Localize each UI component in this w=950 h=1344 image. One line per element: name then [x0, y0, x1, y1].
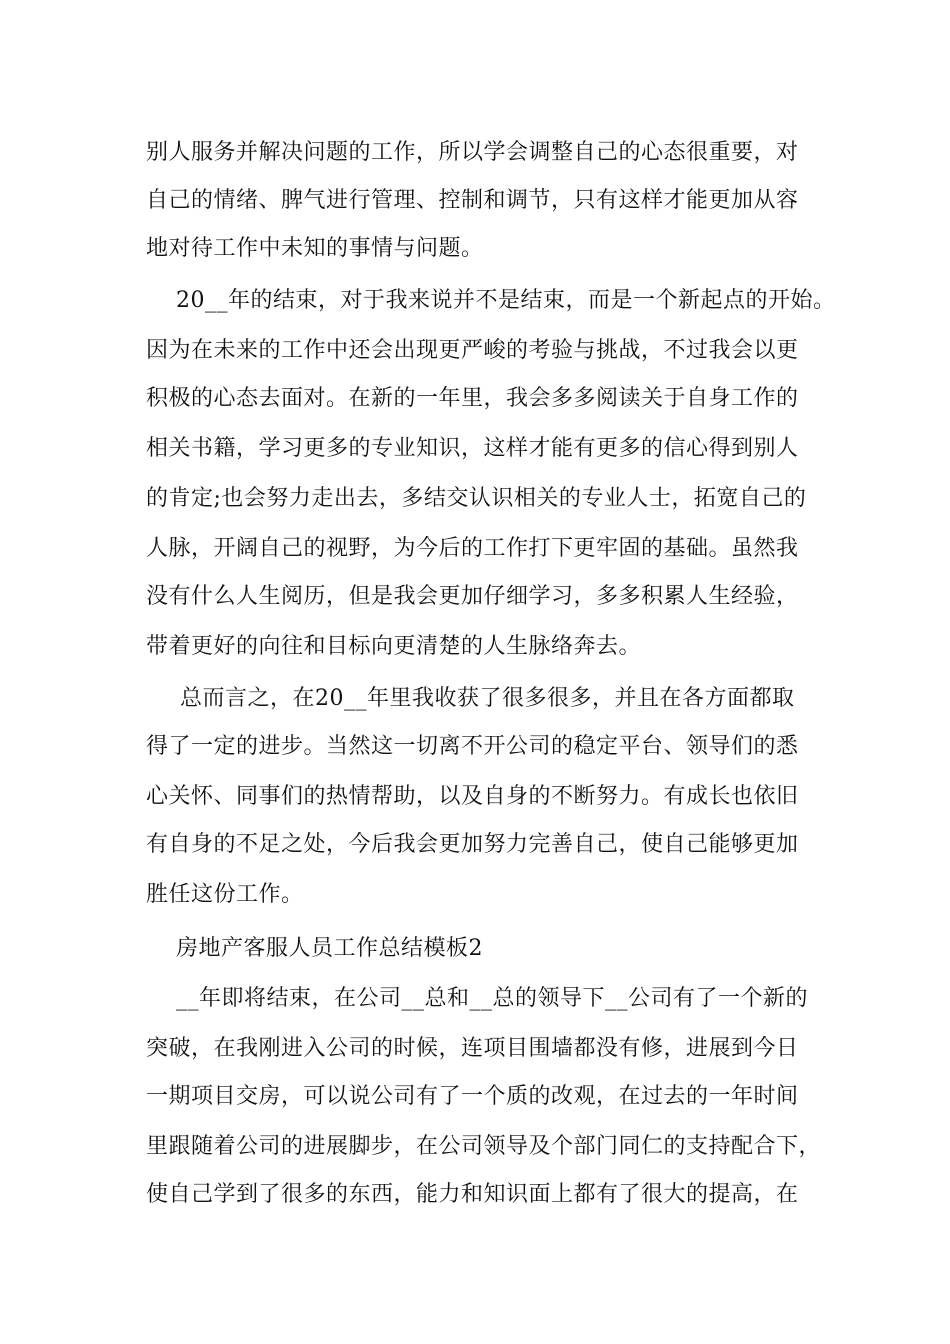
text-line: 有自身的不足之处，今后我会更加努力完善自己，使自己能够更加 — [146, 832, 799, 857]
text-line: 的肯定;也会努力走出去，多结交认识相关的专业人士，拓宽自己的 — [146, 486, 807, 511]
text-line: 自己的情绪、脾气进行管理、控制和调节，只有这样才能更加从容 — [146, 188, 799, 213]
text-line: 带着更好的向往和目标向更清楚的人生脉络奔去。 — [146, 634, 642, 659]
text-line: __年即将结束，在公司__总和__总的领导下__公司有了一个新的 — [176, 986, 809, 1011]
text-line: 突破，在我刚进入公司的时候，连项目围墙都没有修，进展到今日 — [146, 1036, 799, 1061]
text-line: 因为在未来的工作中还会出现更严峻的考验与挑战，不过我会以更 — [146, 338, 799, 363]
section-heading: 房地产客服人员工作总结模板2 — [176, 936, 483, 961]
text-line: 没有什么人生阅历，但是我会更加仔细学习，多多积累人生经验， — [146, 584, 799, 609]
text-line: 里跟随着公司的进展脚步，在公司领导及个部门同仁的支持配合下， — [146, 1134, 822, 1159]
text-line: 地对待工作中未知的事情与问题。 — [146, 236, 484, 261]
text-line: 总而言之，在20__年里我收获了很多很多，并且在各方面都取 — [180, 686, 795, 711]
text-line: 使自己学到了很多的东西，能力和知识面上都有了很大的提高，在 — [146, 1182, 799, 1207]
text-line: 心关怀、同事们的热情帮助，以及自身的不断努力。有成长也依旧 — [146, 784, 799, 809]
text-line: 别人服务并解决问题的工作，所以学会调整自己的心态很重要，对 — [146, 140, 799, 165]
text-line: 一期项目交房，可以说公司有了一个质的改观，在过去的一年时间 — [146, 1084, 799, 1109]
text-line: 胜任这份工作。 — [146, 882, 304, 907]
text-line: 人脉，开阔自己的视野，为今后的工作打下更牢固的基础。虽然我 — [146, 536, 799, 561]
text-line: 20__年的结束，对于我来说并不是结束，而是一个新起点的开始。 — [176, 288, 836, 313]
text-line: 积极的心态去面对。在新的一年里，我会多多阅读关于自身工作的 — [146, 386, 799, 411]
text-line: 得了一定的进步。当然这一切离不开公司的稳定平台、领导们的悉 — [146, 734, 799, 759]
text-line: 相关书籍，学习更多的专业知识，这样才能有更多的信心得到别人 — [146, 436, 799, 461]
